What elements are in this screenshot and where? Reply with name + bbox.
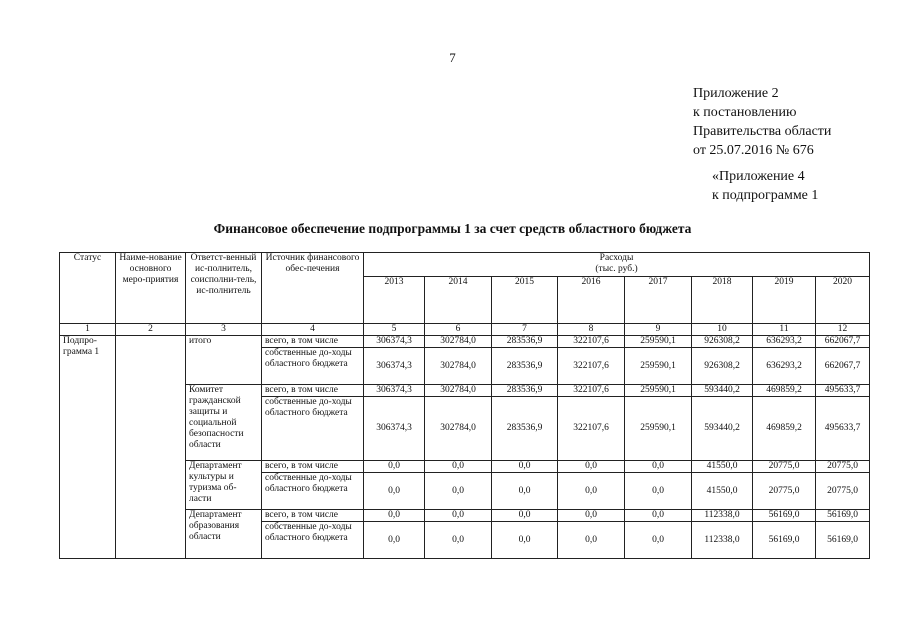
source-cell: всего, в том числе [262, 461, 364, 473]
column-number: 2 [116, 324, 186, 336]
amount-cell: 20775,0 [753, 461, 816, 473]
column-number: 8 [558, 324, 625, 336]
document-title: Финансовое обеспечение подпрограммы 1 за счет средств областного бюджета [213, 221, 692, 236]
amount-cell: 302784,0 [425, 397, 492, 461]
amount-cell: 926308,2 [692, 336, 753, 348]
year-header: 2014 [425, 277, 492, 324]
amount-cell: 322107,6 [558, 385, 625, 397]
amount-cell: 56169,0 [753, 510, 816, 522]
amount-cell: 283536,9 [492, 385, 558, 397]
amount-cell: 662067,7 [816, 348, 870, 385]
amount-cell: 0,0 [425, 473, 492, 510]
amount-cell: 0,0 [425, 522, 492, 559]
column-number: 7 [492, 324, 558, 336]
amount-cell: 20775,0 [816, 473, 870, 510]
amount-cell: 41550,0 [692, 473, 753, 510]
responsible-cell: Комитет гражданской защиты и социальной безопасности области [186, 385, 262, 461]
source-cell: всего, в том числе [262, 510, 364, 522]
year-header: 2019 [753, 277, 816, 324]
column-number: 3 [186, 324, 262, 336]
header-source: Источник финансового обес-печения [262, 253, 364, 324]
measure-name-cell [116, 336, 186, 559]
amount-cell: 259590,1 [625, 348, 692, 385]
expenses-label: Расходы [599, 253, 634, 263]
amount-cell: 593440,2 [692, 397, 753, 461]
column-number: 9 [625, 324, 692, 336]
amount-cell: 259590,1 [625, 385, 692, 397]
appendix-line: от 25.07.2016 № 676 [693, 143, 814, 158]
amount-cell: 20775,0 [753, 473, 816, 510]
amount-cell: 662067,7 [816, 336, 870, 348]
amount-cell: 0,0 [558, 522, 625, 559]
source-cell: всего, в том числе [262, 336, 364, 348]
header-row [60, 253, 870, 277]
amount-cell: 0,0 [558, 510, 625, 522]
year-header: 2020 [816, 277, 870, 324]
amount-cell: 0,0 [492, 461, 558, 473]
amount-cell: 0,0 [364, 461, 425, 473]
amount-cell: 112338,0 [692, 510, 753, 522]
amount-cell: 112338,0 [692, 522, 753, 559]
column-number: 12 [816, 324, 870, 336]
amount-cell: 0,0 [492, 510, 558, 522]
year-header: 2013 [364, 277, 425, 324]
amount-cell: 469859,2 [753, 385, 816, 397]
source-cell: собственные до-ходы областного бюджета [262, 522, 364, 559]
appendix-line: к постановлению [693, 105, 797, 120]
source-cell: собственные до-ходы областного бюджета [262, 397, 364, 461]
year-header: 2015 [492, 277, 558, 324]
column-number: 11 [753, 324, 816, 336]
amount-cell: 322107,6 [558, 348, 625, 385]
amount-cell: 306374,3 [364, 385, 425, 397]
sub-appendix-line: к подпрограмме 1 [712, 188, 819, 203]
sub-appendix-block [712, 167, 818, 205]
responsible-cell: Департамент образования области [186, 510, 262, 559]
amount-cell: 302784,0 [425, 336, 492, 348]
appendix-line: Приложение 2 [693, 86, 779, 101]
table-row [60, 336, 870, 348]
amount-cell: 0,0 [625, 522, 692, 559]
column-number: 4 [262, 324, 364, 336]
amount-cell: 306374,3 [364, 397, 425, 461]
amount-cell: 322107,6 [558, 336, 625, 348]
amount-cell: 283536,9 [492, 348, 558, 385]
year-header: 2017 [625, 277, 692, 324]
column-numbers-row [60, 324, 870, 336]
amount-cell: 56169,0 [816, 510, 870, 522]
amount-cell: 322107,6 [558, 397, 625, 461]
column-number: 1 [60, 324, 116, 336]
amount-cell: 593440,2 [692, 385, 753, 397]
year-header: 2016 [558, 277, 625, 324]
amount-cell: 0,0 [558, 473, 625, 510]
amount-cell: 41550,0 [692, 461, 753, 473]
finance-table [59, 252, 870, 559]
amount-cell: 0,0 [364, 522, 425, 559]
amount-cell: 306374,3 [364, 348, 425, 385]
appendix-block [693, 84, 831, 160]
amount-cell: 495633,7 [816, 385, 870, 397]
amount-cell: 283536,9 [492, 336, 558, 348]
amount-cell: 636293,2 [753, 348, 816, 385]
header-responsible: Ответст-венный ис-полнитель, соисполни-тель, ис-полнитель [186, 253, 262, 324]
source-cell: собственные до-ходы областного бюджета [262, 473, 364, 510]
status-cell: Подпро-грамма 1 [60, 336, 116, 559]
appendix-line: Правительства области [693, 124, 832, 139]
header-measure-name: Наиме-нование основного меро-приятия [116, 253, 186, 324]
header-status: Статус [60, 253, 116, 324]
column-number: 6 [425, 324, 492, 336]
amount-cell: 259590,1 [625, 397, 692, 461]
amount-cell: 0,0 [425, 510, 492, 522]
year-header: 2018 [692, 277, 753, 324]
column-number: 10 [692, 324, 753, 336]
page-number: 7 [449, 50, 456, 65]
units-label: (тыс. руб.) [595, 264, 638, 274]
amount-cell: 0,0 [425, 461, 492, 473]
amount-cell: 495633,7 [816, 397, 870, 461]
source-cell: всего, в том числе [262, 385, 364, 397]
responsible-cell: итого [186, 336, 262, 385]
amount-cell: 0,0 [364, 473, 425, 510]
amount-cell: 0,0 [625, 473, 692, 510]
amount-cell: 0,0 [492, 473, 558, 510]
responsible-cell: Департамент культуры и туризма об-ласти [186, 461, 262, 510]
amount-cell: 306374,3 [364, 336, 425, 348]
amount-cell: 283536,9 [492, 397, 558, 461]
amount-cell: 302784,0 [425, 348, 492, 385]
column-number: 5 [364, 324, 425, 336]
amount-cell: 926308,2 [692, 348, 753, 385]
amount-cell: 0,0 [492, 522, 558, 559]
amount-cell: 56169,0 [753, 522, 816, 559]
amount-cell: 636293,2 [753, 336, 816, 348]
amount-cell: 302784,0 [425, 385, 492, 397]
amount-cell: 0,0 [625, 510, 692, 522]
amount-cell: 0,0 [625, 461, 692, 473]
amount-cell: 20775,0 [816, 461, 870, 473]
amount-cell: 469859,2 [753, 397, 816, 461]
amount-cell: 56169,0 [816, 522, 870, 559]
sub-appendix-line: «Приложение 4 [712, 169, 805, 184]
amount-cell: 259590,1 [625, 336, 692, 348]
header-expenses [364, 253, 870, 277]
amount-cell: 0,0 [364, 510, 425, 522]
amount-cell: 0,0 [558, 461, 625, 473]
source-cell: собственные до-ходы областного бюджета [262, 348, 364, 385]
